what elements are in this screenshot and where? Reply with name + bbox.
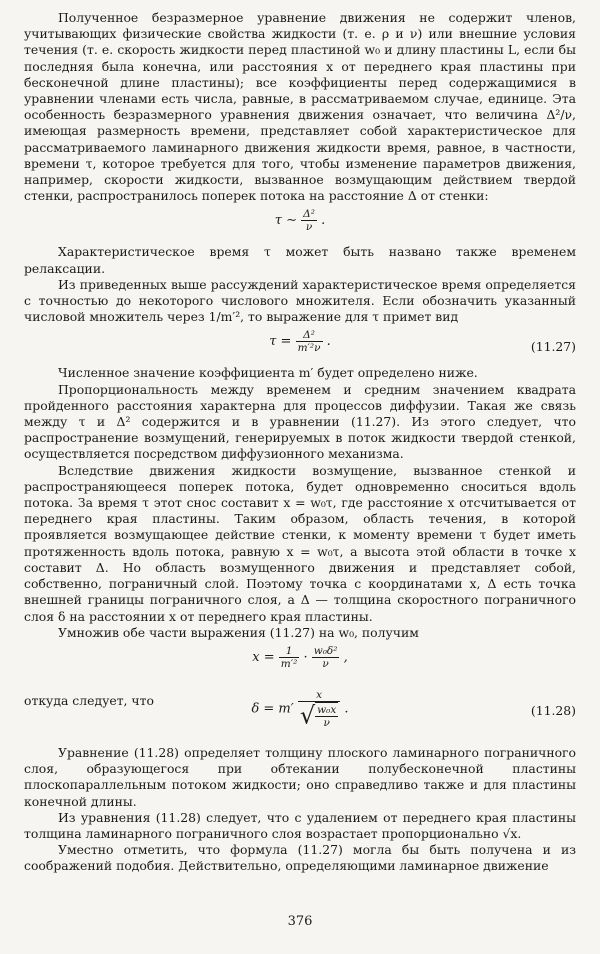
fraction bbox=[298, 689, 340, 729]
numerator: w₀x bbox=[317, 703, 337, 716]
radicand bbox=[315, 702, 338, 729]
paragraph: Уравнение (11.28) определяет толщину плоского ламинарного пограничного слоя, образующегося при обтекании полубесконечной пластины плоскопараллельным потоком жидкости; оно справедливо также и для пластины конечной длины. bbox=[24, 744, 576, 809]
paragraph: Вследствие движения жидкости возмущение, вызванное стенкой и распространяющееся поперек потока, будет одновременно сноситься вдоль потока. За время τ этот снос составит x = w₀τ, где расстояние x отсчитывается от переднего края пластины. Таким образом, область течения, в которой проявляется возмущающее действие стенки, к моменту времени τ будет иметь протяженность вдоль потока, равную x = w₀τ, а высота этой области в точке x составит Δ. Но область возмущенного движения и представляет собой, собственно, пограничный слой. Поэтому точка с координатами x, Δ есть точка внешней границы пограничного слоя, а Δ — толщина скоростного пограничного слоя δ на расстоянии x от переднего края пластины. bbox=[24, 462, 576, 624]
eq-lhs: τ = bbox=[269, 334, 292, 350]
equation-number: (11.27) bbox=[530, 339, 576, 355]
equation-11-27 bbox=[24, 325, 576, 365]
eq-lhs: δ = m′ bbox=[251, 701, 294, 717]
eq-tail: . bbox=[344, 701, 349, 717]
denominator: m′² bbox=[280, 657, 298, 670]
fraction bbox=[279, 645, 300, 670]
denominator: ν bbox=[323, 716, 330, 729]
equation-11-28 bbox=[24, 681, 576, 745]
denominator bbox=[298, 702, 340, 729]
eq-tail: . bbox=[321, 213, 326, 229]
eq-tail: , bbox=[343, 649, 348, 665]
paragraph: Полученное безразмерное уравнение движения не содержит членов, учитывающих физические свойства жидкости (т. е. ρ и ν) или внешние условия течения (т. е. скорость жидкости перед пластиной w₀ и длину пластины L, если бы последняя была конечна, или расстояния x от переднего края пластины при бесконечной длине пластины); все коэффициенты перед содержащимися в уравнении членами есть числа, равные, в рассматриваемом случае, единице. Эта особенность безразмерного уравнения движения означает, что величина Δ²/ν, имеющая размерность времени, представляет собой характеристическое для рассматриваемого ламинарного движения жидкости время, равное, в частности, времени τ, которое требуется для того, чтобы изменение параметров движения, например, скорости жидкости, вызванное возмущающим действием твердой стенки, распространилось поперек потока на расстояние Δ от стенки: bbox=[24, 10, 576, 204]
paragraph: Численное значение коэффициента m′ будет определено ниже. bbox=[58, 365, 478, 381]
paragraph: Из приведенных выше рассуждений характеристическое время определяется с точностью до некоторого числового множителя. Если обозначить указанный числовой множитель через 1/m′², то выражение для τ примет вид bbox=[24, 276, 576, 325]
fraction bbox=[296, 329, 323, 354]
paragraph: Умножив обе части выражения (11.27) на w₀, получим bbox=[58, 624, 419, 640]
paragraph: Из уравнения (11.28) следует, что с удалением от переднего края пластины толщина ламинарного пограничного слоя возрастает пропорционально √x. bbox=[24, 809, 576, 841]
multiply-dot: · bbox=[303, 649, 308, 665]
fraction bbox=[301, 208, 317, 233]
eq-lhs: x = bbox=[252, 649, 275, 665]
denominator: ν bbox=[322, 657, 329, 670]
paragraph: Уместно отметить, что формула (11.27) могла бы быть получена и из соображений подобия. Действительно, определяющими ламинарное движение bbox=[24, 842, 576, 874]
numerator: Δ² bbox=[303, 208, 315, 221]
numerator: 1 bbox=[279, 645, 300, 658]
numerator: Δ² bbox=[296, 329, 323, 342]
equation-x bbox=[24, 641, 576, 681]
paragraph: Характеристическое время τ может быть названо также временем релаксации. bbox=[24, 244, 576, 276]
eq-lhs: τ ∼ bbox=[274, 213, 297, 229]
page-number: 376 bbox=[287, 914, 313, 929]
numerator: w₀δ² bbox=[313, 644, 338, 657]
text-column bbox=[24, 10, 576, 875]
paragraph: Пропорциональность между временем и средним значением квадрата пройденного расстояния характерна для процессов диффузии. Такая же связь между τ и Δ² содержится и в уравнении (11.27). Из этого следует, что распространение возмущений, генерируемых в поток жидкости твердой стенкой, осуществляется посредством диффузионного механизма. bbox=[24, 381, 576, 462]
radical-sign: √ bbox=[299, 701, 316, 730]
denominator: m′²ν bbox=[297, 342, 321, 355]
denominator: ν bbox=[305, 221, 313, 234]
square-root bbox=[300, 702, 338, 729]
inner-fraction bbox=[315, 704, 338, 729]
eq-tail: . bbox=[326, 334, 331, 350]
numerator: x bbox=[298, 689, 340, 702]
equation-number: (11.28) bbox=[530, 702, 576, 718]
equation-tau-approx bbox=[24, 204, 576, 244]
fraction bbox=[312, 645, 340, 670]
lead-text: откуда следует, что bbox=[24, 692, 154, 708]
